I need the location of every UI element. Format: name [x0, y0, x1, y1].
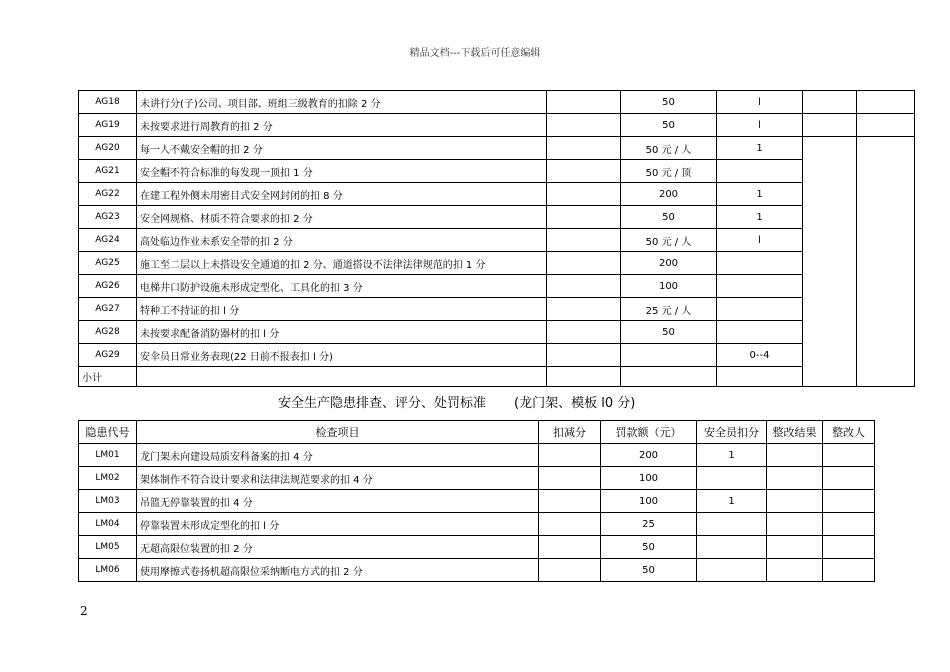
fine-cell: 50 — [601, 536, 697, 559]
fine-cell: 50 元 / 人 — [621, 229, 717, 252]
officer-deduct-cell: l — [717, 91, 803, 114]
hazard-code-cell: LM03 — [79, 490, 137, 513]
table-row — [79, 206, 915, 229]
fine-cell: 50 元 / 人 — [621, 137, 717, 160]
deduct-cell — [547, 298, 621, 321]
result-cell — [767, 513, 823, 536]
officer-deduct-cell — [717, 275, 803, 298]
hazard-code-cell: AG20 — [79, 137, 137, 160]
check-item-cell: 电梯井口防护设施未形成定型化、工具化的扣 3 分 — [137, 275, 547, 298]
officer-deduct-cell — [717, 160, 803, 183]
table-row — [79, 137, 915, 160]
result-cell — [767, 490, 823, 513]
table-row — [79, 467, 875, 490]
document-header-note: 精品文档---下载后可任意编辑 — [409, 48, 541, 59]
check-item-cell: 特种工不持证的扣 l 分 — [137, 298, 547, 321]
person-cell — [823, 444, 875, 467]
fine-cell: 100 — [601, 490, 697, 513]
result-cell — [803, 114, 857, 137]
check-item-cell: 未按要求配备消防器材的扣 l 分 — [137, 321, 547, 344]
deduct-cell — [547, 91, 621, 114]
table-row — [79, 559, 875, 582]
check-item-cell: 吊篮无停靠装置的扣 4 分 — [137, 490, 539, 513]
table-row — [79, 252, 915, 275]
check-item-cell: 龙门架未向建设局质安科备案的扣 4 分 — [137, 444, 539, 467]
result-cell — [767, 467, 823, 490]
officer-deduct-cell: 1 — [717, 137, 803, 160]
deduct-cell — [539, 467, 601, 490]
deduct-cell — [547, 275, 621, 298]
table-row — [79, 490, 875, 513]
person-cell — [857, 137, 915, 387]
officer-deduct-cell: 1 — [717, 183, 803, 206]
deduct-cell — [547, 252, 621, 275]
table-row — [79, 183, 915, 206]
table-row — [79, 444, 875, 467]
check-item-cell: 未按要求进行周教育的扣 2 分 — [137, 114, 547, 137]
officer-deduct-cell — [717, 321, 803, 344]
check-item-cell: 高处临边作业未系安全带的扣 2 分 — [137, 229, 547, 252]
fine-cell: 50 — [621, 206, 717, 229]
deduct-cell — [547, 344, 621, 367]
header-officer: 安全员扣分 — [697, 421, 767, 444]
inspection-table-ag — [78, 90, 915, 387]
check-item-cell: 无超高限位装置的扣 2 分 — [137, 536, 539, 559]
hazard-code-cell: AG25 — [79, 252, 137, 275]
deduct-cell — [547, 229, 621, 252]
check-item-cell: 在建工程外侧未用密目式安全网封闭的扣 8 分 — [137, 183, 547, 206]
deduct-cell — [539, 536, 601, 559]
check-item-cell: 每一人不戴安全帽的扣 2 分 — [137, 137, 547, 160]
deduct-cell — [547, 114, 621, 137]
fine-cell: 200 — [621, 183, 717, 206]
check-item-cell: 施工至二层以上未搭设安全通道的扣 2 分、通道搭设不法律法律规范的扣 1 分 — [137, 252, 547, 275]
fine-cell: 25 — [601, 513, 697, 536]
subtotal-label: 小计 — [79, 367, 137, 387]
section-title-main: 安全生产隐患排查、评分、处罚标准 — [278, 396, 487, 411]
hazard-code-cell: AG26 — [79, 275, 137, 298]
officer-deduct-cell — [717, 252, 803, 275]
hazard-code-cell: AG29 — [79, 344, 137, 367]
fine-cell: 25 元 / 人 — [621, 298, 717, 321]
check-item-cell: 未讲行分(子)公司、项目部、班组三级教育的扣除 2 分 — [137, 91, 547, 114]
person-cell — [857, 114, 915, 137]
officer-deduct-cell — [697, 467, 767, 490]
result-cell — [767, 559, 823, 582]
table-row — [79, 344, 915, 367]
section-title-paren: (龙门架、模板 l0 分) — [514, 396, 636, 411]
check-item-cell: 安伞员日常业务表现(22 日前不报表扣 l 分) — [137, 344, 547, 367]
result-cell — [803, 91, 857, 114]
hazard-code-cell: LM01 — [79, 444, 137, 467]
table-row — [79, 536, 875, 559]
person-cell — [857, 91, 915, 114]
fine-cell — [621, 344, 717, 367]
table-row — [79, 114, 915, 137]
person-cell — [823, 467, 875, 490]
header-deduct: 扣减分 — [539, 421, 601, 444]
table-row — [79, 298, 915, 321]
deduct-cell — [539, 444, 601, 467]
fine-cell: 50 — [621, 321, 717, 344]
deduct-cell — [547, 206, 621, 229]
officer-deduct-cell: l — [717, 229, 803, 252]
inspection-table-lm — [78, 420, 875, 582]
check-item-cell: 安全网规格、材质不符合要求的扣 2 分 — [137, 206, 547, 229]
header-code: 隐患代号 — [79, 421, 137, 444]
officer-deduct-cell: 1 — [697, 490, 767, 513]
hazard-code-cell: LM04 — [79, 513, 137, 536]
table-row — [79, 91, 915, 114]
subtotal-row — [79, 367, 915, 387]
hazard-code-cell: AG23 — [79, 206, 137, 229]
hazard-code-cell: AG24 — [79, 229, 137, 252]
header-fine: 罚款额（元） — [601, 421, 697, 444]
subtotal-cell — [621, 367, 717, 387]
officer-deduct-cell: 0--4 — [717, 344, 803, 367]
person-cell — [823, 490, 875, 513]
hazard-code-cell: AG28 — [79, 321, 137, 344]
table-row — [79, 513, 875, 536]
table-header-row — [79, 421, 875, 444]
officer-deduct-cell: l — [717, 114, 803, 137]
page-number: 2 — [80, 604, 88, 618]
fine-cell: 200 — [601, 444, 697, 467]
deduct-cell — [547, 183, 621, 206]
fine-cell: 50 — [621, 114, 717, 137]
hazard-code-cell: AG19 — [79, 114, 137, 137]
fine-cell: 50 元 / 顶 — [621, 160, 717, 183]
hazard-code-cell: LM05 — [79, 536, 137, 559]
check-item-cell: 使用摩擦式卷扬机超高限位采纳断电方式的扣 2 分 — [137, 559, 539, 582]
person-cell — [823, 559, 875, 582]
check-item-cell: 架体制作不符合设计要求和法律法规范要求的扣 4 分 — [137, 467, 539, 490]
section-title — [278, 392, 635, 411]
result-cell — [803, 137, 857, 387]
fine-cell: 50 — [621, 91, 717, 114]
table-row — [79, 321, 915, 344]
deduct-cell — [539, 559, 601, 582]
person-cell — [823, 536, 875, 559]
hazard-code-cell: LM06 — [79, 559, 137, 582]
officer-deduct-cell — [697, 513, 767, 536]
result-cell — [767, 444, 823, 467]
subtotal-cell — [717, 367, 803, 387]
hazard-code-cell: LM02 — [79, 467, 137, 490]
check-item-cell: 安全帽不符合标准的每发现一顶扣 1 分 — [137, 160, 547, 183]
hazard-code-cell: AG22 — [79, 183, 137, 206]
fine-cell: 100 — [621, 275, 717, 298]
officer-deduct-cell: 1 — [717, 206, 803, 229]
header-item: 检查项目 — [137, 421, 539, 444]
fine-cell: 100 — [601, 467, 697, 490]
officer-deduct-cell — [697, 536, 767, 559]
officer-deduct-cell: 1 — [697, 444, 767, 467]
check-item-cell: 停靠装置未形成定型化的扣 l 分 — [137, 513, 539, 536]
subtotal-cell — [137, 367, 547, 387]
header-result: 整改结果 — [767, 421, 823, 444]
officer-deduct-cell — [717, 298, 803, 321]
hazard-code-cell: AG18 — [79, 91, 137, 114]
officer-deduct-cell — [697, 559, 767, 582]
table-row — [79, 275, 915, 298]
table-row — [79, 229, 915, 252]
deduct-cell — [539, 490, 601, 513]
deduct-cell — [547, 160, 621, 183]
fine-cell: 50 — [601, 559, 697, 582]
deduct-cell — [539, 513, 601, 536]
deduct-cell — [547, 321, 621, 344]
hazard-code-cell: AG27 — [79, 298, 137, 321]
deduct-cell — [547, 137, 621, 160]
table-row — [79, 160, 915, 183]
fine-cell: 200 — [621, 252, 717, 275]
header-person: 整改人 — [823, 421, 875, 444]
result-cell — [767, 536, 823, 559]
person-cell — [823, 513, 875, 536]
hazard-code-cell: AG21 — [79, 160, 137, 183]
subtotal-cell — [547, 367, 621, 387]
